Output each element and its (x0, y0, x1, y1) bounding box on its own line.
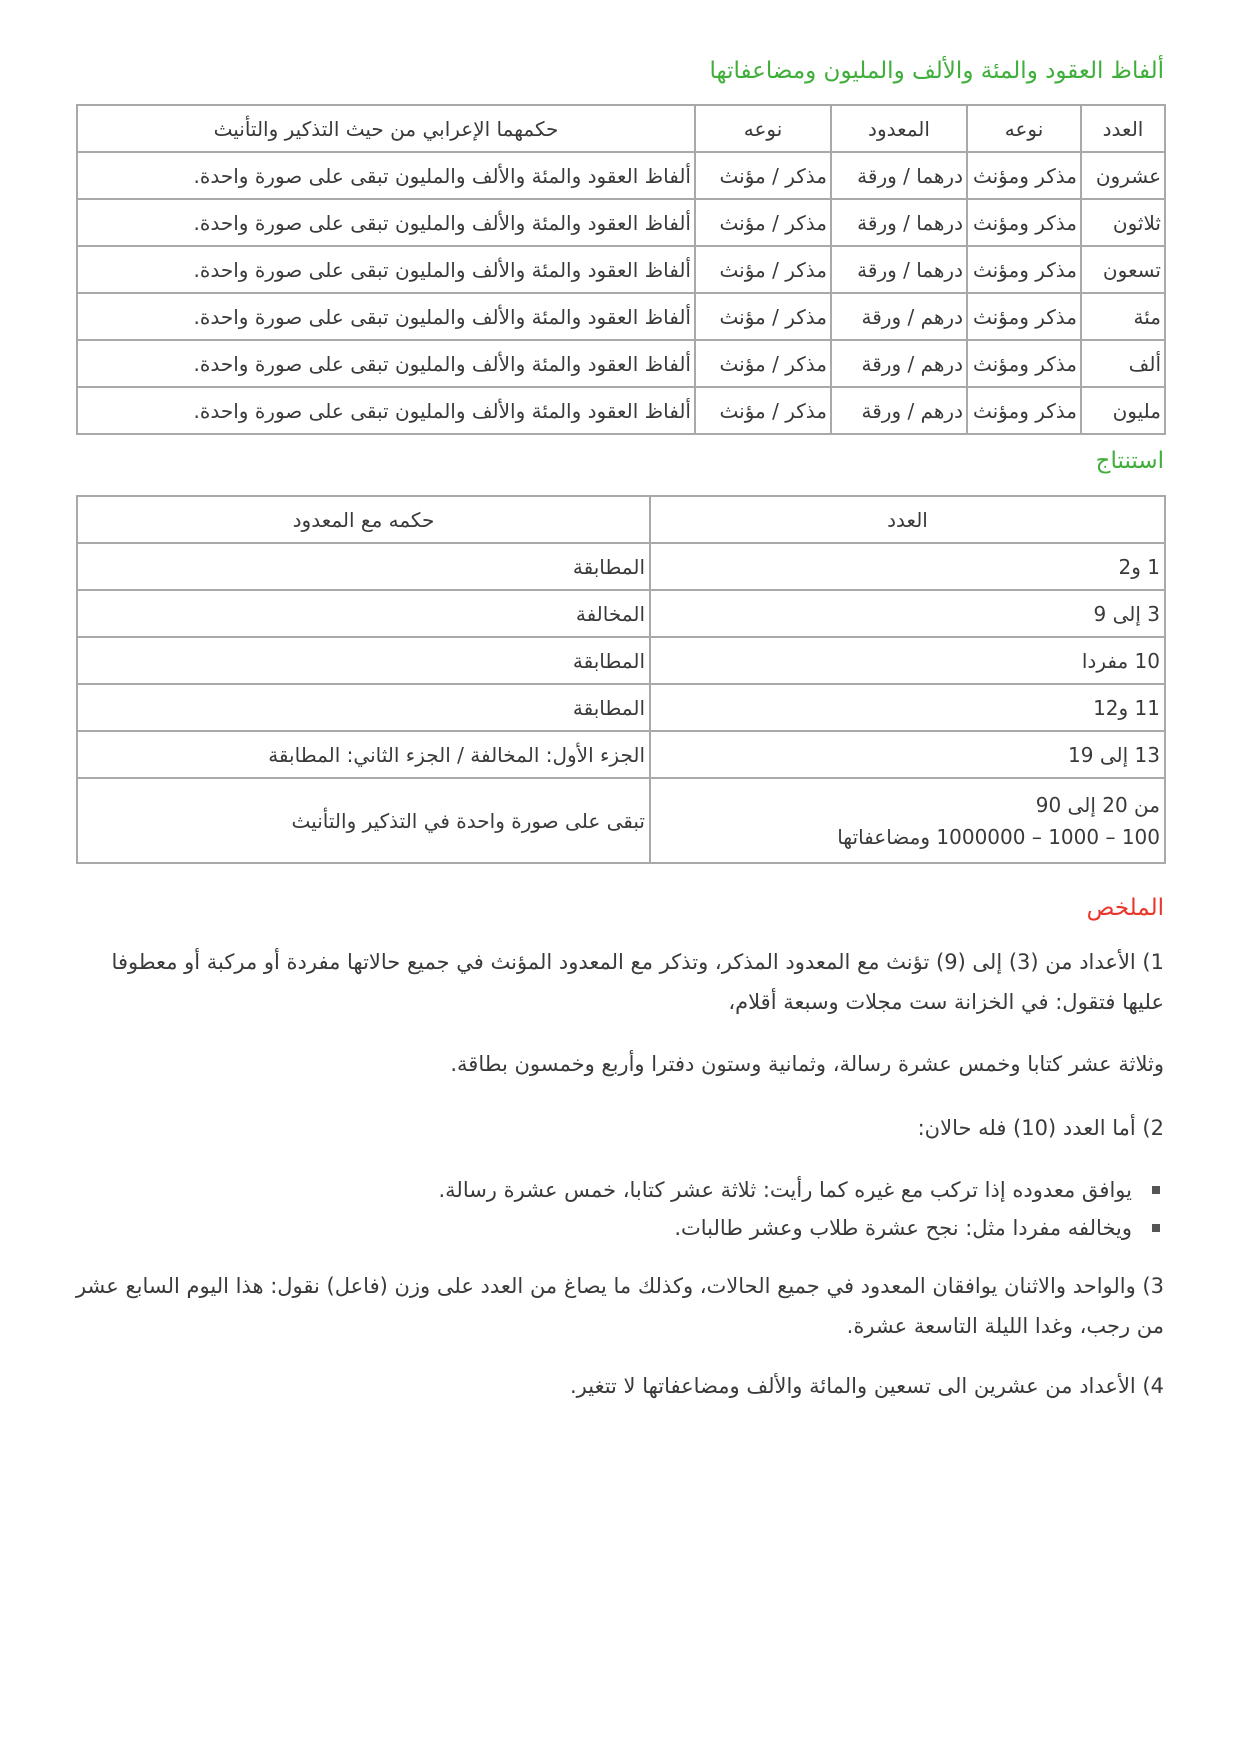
table-row (77, 590, 1165, 637)
number-multiples-text: 100 – 1000 – 1000000 ومضاعفاتها (837, 824, 1160, 849)
table-row (77, 246, 1165, 293)
summary-paragraph-3: 2) أما العدد (10) فله حالان: (917, 1116, 1164, 1140)
cell-rule: ألفاظ العقود والمئة والألف والمليون تبقى على صورة واحدة. (77, 199, 695, 246)
table-header-row (77, 105, 1165, 152)
cell-number (650, 778, 1165, 863)
cell-number: ثلاثون (1081, 199, 1165, 246)
cell-rule: ألفاظ العقود والمئة والألف والمليون تبقى على صورة واحدة. (77, 387, 695, 434)
cell-counted: درهم / ورقة (831, 387, 967, 434)
cell-counted: درهما / ورقة (831, 246, 967, 293)
table-row (77, 387, 1165, 434)
cell-number-type: مذكر ومؤنث (967, 152, 1081, 199)
table-row (77, 778, 1165, 863)
table-row (77, 684, 1165, 731)
cell-rule: ألفاظ العقود والمئة والألف والمليون تبقى على صورة واحدة. (77, 246, 695, 293)
cell-rule: ألفاظ العقود والمئة والألف والمليون تبقى على صورة واحدة. (77, 152, 695, 199)
header-number: العدد (1081, 105, 1165, 152)
cell-counted-type: مذكر / مؤنث (695, 387, 831, 434)
cell-rule: الجزء الأول: المخالفة / الجزء الثاني: المطابقة (77, 731, 650, 778)
decades-table (76, 104, 1166, 435)
list-item-text: يوافق معدوده إذا تركب مع غيره كما رأيت: ثلاثة عشر كتابا، خمس عشرة رسالة. (438, 1178, 1132, 1202)
header-counted: المعدود (831, 105, 967, 152)
cell-rule: ألفاظ العقود والمئة والألف والمليون تبقى على صورة واحدة. (77, 340, 695, 387)
table-row (77, 340, 1165, 387)
summary-title: الملخص (1086, 895, 1164, 921)
cell-counted-type: مذكر / مؤنث (695, 293, 831, 340)
list-item (438, 1171, 1164, 1209)
cell-counted: درهما / ورقة (831, 199, 967, 246)
table-row (77, 293, 1165, 340)
number-range-text: من 20 إلى 90 (1035, 792, 1160, 817)
summary-paragraph-2: وثلاثة عشر كتابا وخمس عشرة رسالة، وثمانية وستون دفترا وأربع وخمسون بطاقة. (450, 1052, 1164, 1076)
summary-paragraph-4: 3) والواحد والاثنان يوافقان المعدود في جميع الحالات، وكذلك ما يصاغ من العدد على وزن (فاعل) نقول: هذا اليوم السابع عشر من رجب، وغدا الليلة التاسعة عشرة. (75, 1274, 1164, 1338)
table-row (77, 543, 1165, 590)
cell-counted-type: مذكر / مؤنث (695, 246, 831, 293)
list-item-text: ويخالفه مفردا مثل: نجح عشرة طلاب وعشر طالبات. (674, 1216, 1132, 1240)
cell-number: ألف (1081, 340, 1165, 387)
summary-paragraph-1: 1) الأعداد من (3) إلى (9) تؤنث مع المعدود المذكر، وتذكر مع المعدود المؤنث في جميع حالاتها مفردة أو مركبة أو معطوفا عليها فتقول: في الخزانة ست مجلات وسبعة أقلام، (111, 950, 1164, 1014)
cell-number: 13 إلى 19 (650, 731, 1165, 778)
cell-number: 11 و12 (650, 684, 1165, 731)
cell-number: مئة (1081, 293, 1165, 340)
summary-paragraph-5: 4) الأعداد من عشرين الى تسعين والمائة والألف ومضاعفاتها لا تتغير. (569, 1374, 1164, 1398)
cell-counted: درهما / ورقة (831, 152, 967, 199)
table-row (77, 199, 1165, 246)
cell-number-type: مذكر ومؤنث (967, 340, 1081, 387)
section-title-conclusion: استنتاج (1095, 448, 1164, 474)
table-row (77, 637, 1165, 684)
table-row (77, 152, 1165, 199)
cell-rule: المطابقة (77, 543, 650, 590)
header-number-type: نوعه (967, 105, 1081, 152)
cell-number-type: مذكر ومؤنث (967, 246, 1081, 293)
section-title-decades: ألفاظ العقود والمئة والألف والمليون ومضاعفاتها (709, 58, 1164, 84)
cell-rule: تبقى على صورة واحدة في التذكير والتأنيث (77, 778, 650, 863)
cell-number: 3 إلى 9 (650, 590, 1165, 637)
cell-number: 10 مفردا (650, 637, 1165, 684)
header-rule: حكمه مع المعدود (77, 496, 650, 543)
cell-counted: درهم / ورقة (831, 340, 967, 387)
cell-rule: المخالفة (77, 590, 650, 637)
cell-number-type: مذكر ومؤنث (967, 387, 1081, 434)
cell-number-type: مذكر ومؤنث (967, 293, 1081, 340)
header-grammar-rule: حكمهما الإعرابي من حيث التذكير والتأنيث (77, 105, 695, 152)
header-number: العدد (650, 496, 1165, 543)
cell-counted-type: مذكر / مؤنث (695, 152, 831, 199)
cell-number: عشرون (1081, 152, 1165, 199)
cell-number: تسعون (1081, 246, 1165, 293)
cell-rule: المطابقة (77, 684, 650, 731)
bullet-square-icon (1152, 1186, 1160, 1194)
table-header-row (77, 496, 1165, 543)
bullet-square-icon (1152, 1224, 1160, 1232)
header-counted-type: نوعه (695, 105, 831, 152)
cell-number-type: مذكر ومؤنث (967, 199, 1081, 246)
cell-rule: المطابقة (77, 637, 650, 684)
table-row (77, 731, 1165, 778)
cell-counted: درهم / ورقة (831, 293, 967, 340)
cell-counted-type: مذكر / مؤنث (695, 340, 831, 387)
conclusion-table (76, 495, 1166, 864)
cell-counted-type: مذكر / مؤنث (695, 199, 831, 246)
list-item (438, 1209, 1164, 1247)
summary-bullet-list (438, 1171, 1164, 1247)
cell-number: مليون (1081, 387, 1165, 434)
cell-rule: ألفاظ العقود والمئة والألف والمليون تبقى على صورة واحدة. (77, 293, 695, 340)
cell-number: 1 و2 (650, 543, 1165, 590)
